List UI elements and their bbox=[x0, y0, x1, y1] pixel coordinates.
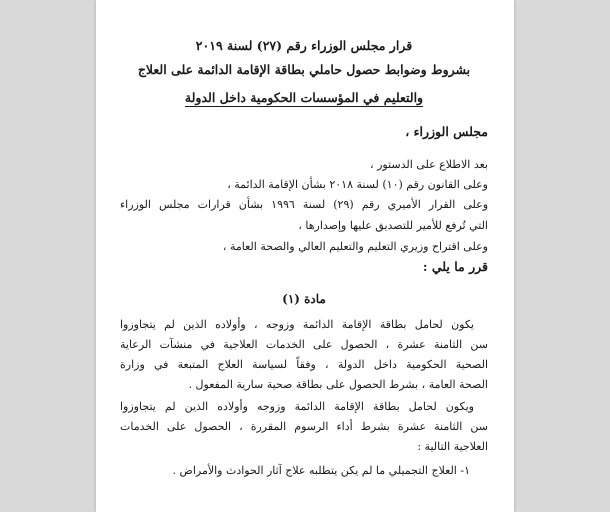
preamble-line: وعلى القرار الأميري رقم (٢٩) لسنة ١٩٩٦ بشأن قرارات مجلس الوزراء bbox=[120, 198, 489, 211]
issuer-heading: مجلس الوزراء ، bbox=[405, 124, 488, 139]
article-paragraph-line: يكون لحامل بطاقة الإقامة الدائمة وزوجه ، وأولاده الذين لم يتجاوزوا bbox=[120, 318, 474, 331]
preamble-line: وعلى القانون رقم (١٠) لسنة ٢٠١٨ بشأن الإقامة الدائمة ، bbox=[227, 178, 488, 191]
article-heading: مادة (١) bbox=[282, 292, 326, 306]
article-paragraph-line: العلاجية التالية : bbox=[417, 440, 488, 453]
preamble-line: التي تُرفع للأمير للتصديق عليها وإصدارها ، bbox=[298, 219, 488, 232]
article-paragraph-line: سن الثامنة عشرة بشرط أداء الرسوم المقررة ، الحصول على الخدمات bbox=[120, 420, 488, 433]
article-list-item: ١- العلاج التجميلي ما لم يكن يتطلبه علاج آثار الحوادث والأمراض . bbox=[172, 464, 470, 477]
article-paragraph-line: الصحية الحكومية داخل الدولة ، وفقاً لسياسة العلاج المتبعة في وزارة bbox=[120, 358, 488, 371]
article-paragraph-line: ويكون لحامل بطاقة الإقامة الدائمة وزوجه وأولاده الذين لم يتجاوزوا bbox=[120, 400, 474, 413]
decision-heading: قرر ما يلي : bbox=[422, 259, 488, 274]
decision-subtitle-line2-text: والتعليم في المؤسسات الحكومية داخل الدولة bbox=[184, 90, 424, 105]
article-paragraph-line: الصحة العامة ، بشرط الحصول على بطاقة صحية سارية المفعول . bbox=[188, 378, 488, 391]
preamble-line: وعلى اقتراح وزيري التعليم والتعليم العالي والصحة العامة ، bbox=[222, 240, 488, 253]
decision-subtitle-line2 bbox=[120, 90, 488, 105]
decision-title: قرار مجلس الوزراء رقم (٢٧) لسنة ٢٠١٩ bbox=[195, 38, 413, 53]
preamble-line: بعد الاطلاع على الدستور ، bbox=[370, 158, 488, 171]
decision-subtitle-line1: بشروط وضوابط حصول حاملي بطاقة الإقامة الدائمة على العلاج bbox=[137, 62, 471, 77]
article-paragraph-line: سن الثامنة عشرة ، الحصول على الخدمات العلاجية في منشآت الرعاية bbox=[120, 338, 488, 351]
document-page bbox=[96, 0, 514, 512]
